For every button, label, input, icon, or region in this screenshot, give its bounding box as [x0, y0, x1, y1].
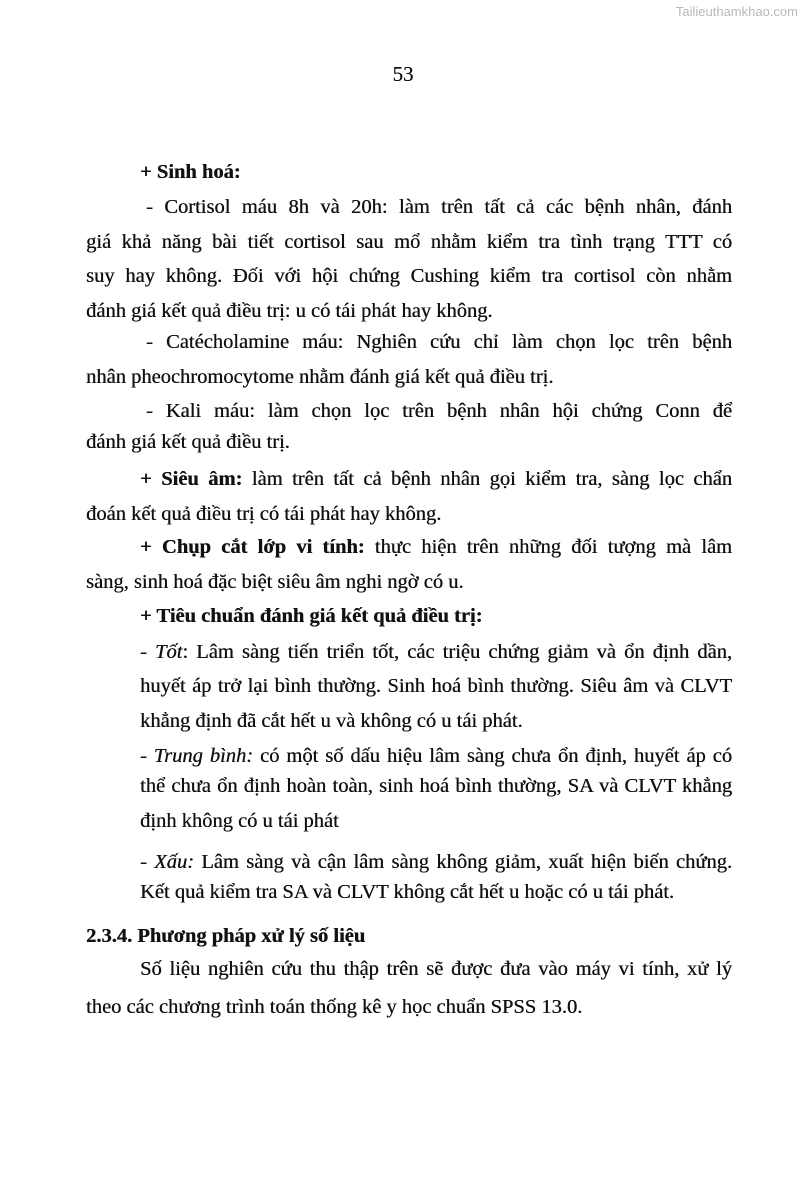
text-run: : Lâm sàng tiến triển tốt, các triệu chứng giảm và ổn định dần,: [182, 641, 733, 663]
text-run: - Cortisol máu 8h và 20h: làm trên tất cả các bệnh nhân, đánh: [146, 196, 732, 218]
text-run: đánh giá kết quả điều trị: u có tái phát hay không.: [86, 300, 493, 322]
page-number: 53: [392, 62, 414, 86]
text-run: Số liệu nghiên cứu thu thập trên sẽ được đưa vào máy vi tính, xử lý: [140, 958, 732, 980]
bold-text: + Chụp cắt lớp vi tính:: [140, 536, 365, 558]
text-line: [140, 879, 674, 905]
text-line: [140, 708, 523, 734]
text-run: thể chưa ổn định hoàn toàn, sinh hoá bình thường, SA và CLVT khẳng: [140, 775, 732, 797]
text-run: nhân pheochromocytome nhằm đánh giá kết quả điều trị.: [86, 366, 554, 388]
text-line: [140, 673, 732, 699]
text-line: [140, 603, 482, 629]
text-run: - Kali máu: làm chọn lọc trên bệnh nhân hội chứng Conn để: [146, 400, 732, 422]
text-line: [146, 194, 732, 220]
text-run: có một số dấu hiệu lâm sàng chưa ổn định, huyết áp có: [253, 745, 732, 767]
text-line: [140, 743, 732, 769]
text-run: suy hay không. Đối với hội chứng Cushing kiểm tra cortisol còn nhằm: [86, 265, 732, 287]
text-run: -: [140, 745, 154, 767]
text-line: [86, 923, 365, 949]
text-line: [86, 994, 582, 1020]
text-line: [86, 569, 464, 595]
text-run: định không có u tái phát: [140, 810, 339, 832]
text-line: [146, 329, 732, 355]
text-run: khẳng định đã cắt hết u và không có u tái phát.: [140, 710, 523, 732]
bold-text: + Siêu âm:: [140, 468, 243, 490]
text-run: -: [140, 641, 155, 663]
text-run: Kết quả kiểm tra SA và CLVT không cắt hết u hoặc có u tái phát.: [140, 881, 675, 903]
bold-text: + Tiêu chuẩn đánh giá kết quả điều trị:: [140, 605, 483, 627]
text-line: [140, 159, 241, 185]
text-line: [146, 398, 732, 424]
text-line: [86, 263, 732, 289]
text-line: [86, 298, 492, 324]
text-run: đoán kết quả điều trị có tái phát hay không.: [86, 503, 442, 525]
text-line: [86, 229, 732, 255]
text-line: [140, 534, 732, 560]
text-run: - Catécholamine máu: Nghiên cứu chỉ làm chọn lọc trên bệnh: [146, 331, 732, 353]
text-line: [140, 773, 732, 799]
text-line: [140, 956, 732, 982]
text-run: thực hiện trên những đối tượng mà lâm: [364, 536, 732, 558]
italic-text: Xấu:: [154, 851, 194, 873]
text-line: [140, 639, 732, 665]
text-run: Lâm sàng và cận lâm sàng không giảm, xuất hiện biến chứng.: [193, 851, 733, 873]
italic-text: Trung bình:: [153, 745, 254, 767]
bold-text: + Sinh hoá:: [140, 161, 241, 183]
bold-text: 2.3.4. Phương pháp xử lý số liệu: [86, 925, 366, 947]
italic-text: Tốt: [154, 641, 183, 663]
text-run: -: [140, 851, 155, 873]
text-run: làm trên tất cả bệnh nhân gọi kiểm tra, sàng lọc chẩn: [242, 468, 733, 490]
text-line: [140, 808, 339, 834]
watermark: Tailieuthamkhao.com: [675, 4, 798, 19]
text-run: sàng, sinh hoá đặc biệt siêu âm nghi ngờ có u.: [86, 571, 464, 593]
text-run: đánh giá kết quả điều trị.: [86, 431, 290, 453]
text-run: huyết áp trở lại bình thường. Sinh hoá bình thường. Siêu âm và CLVT: [140, 675, 732, 697]
text-line: [86, 364, 553, 390]
text-run: giá khả năng bài tiết cortisol sau mổ nhằm kiểm tra tình trạng TTT có: [86, 231, 732, 253]
text-line: [86, 501, 441, 527]
text-line: [140, 849, 732, 875]
text-run: theo các chương trình toán thống kê y học chuẩn SPSS 13.0.: [86, 996, 583, 1018]
text-line: [140, 466, 732, 492]
text-line: [86, 429, 290, 455]
